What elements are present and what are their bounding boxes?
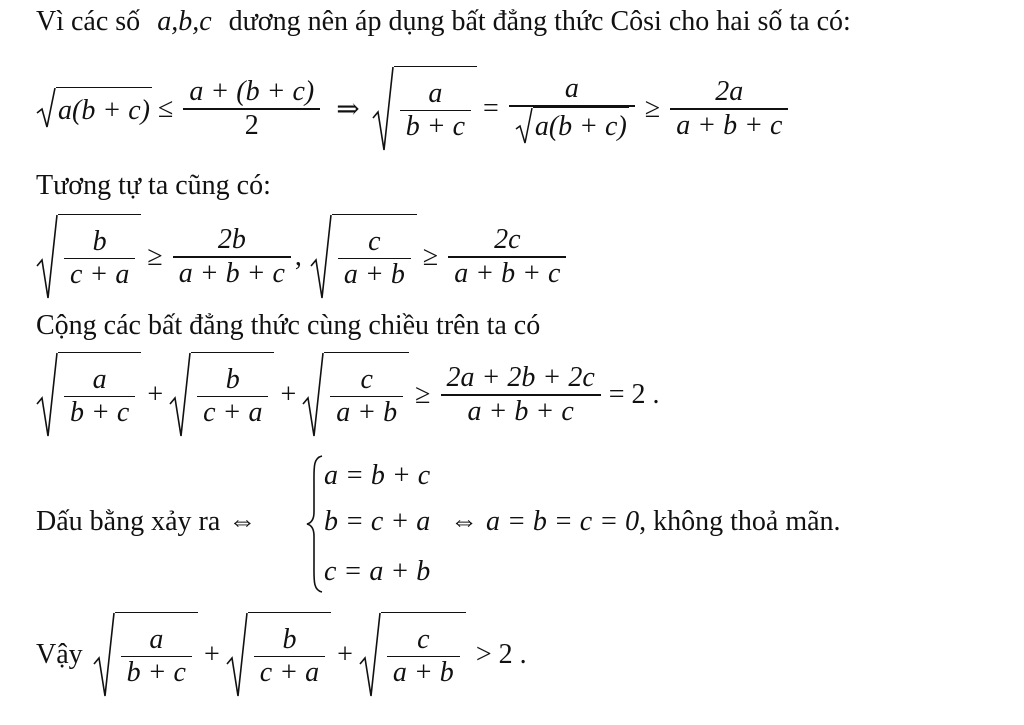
sqrt-8 — [93, 612, 198, 698]
frac-15 — [387, 624, 460, 690]
frac-8 — [448, 224, 566, 290]
sys-eq-1: a = b + c — [324, 460, 431, 491]
den-13: b + c — [126, 657, 186, 689]
sqrt-7 — [302, 352, 409, 438]
line-7 — [36, 506, 264, 538]
frac-4 — [670, 76, 788, 142]
frac-13 — [121, 624, 192, 690]
sqrt-6 — [169, 352, 274, 438]
text-5: Cộng các bất đẳng thức cùng chiều trên ta có — [36, 310, 541, 341]
formula-2 — [36, 214, 570, 300]
frac-2 — [400, 78, 471, 144]
line-3 — [36, 170, 271, 202]
den-15: a + b — [392, 657, 454, 689]
formula-4 — [36, 612, 527, 698]
den-12: a + b + c — [467, 395, 574, 427]
plus-sign: + — [280, 379, 297, 410]
num-10: b — [225, 363, 240, 395]
line-7-tail — [450, 506, 841, 538]
expr-a-bc-2: a(b + c) — [534, 111, 627, 143]
num-4: 2a — [715, 76, 744, 108]
num-2: a — [428, 77, 443, 109]
frac-6 — [173, 224, 291, 290]
text-7-tail: , không thoả mãn. — [639, 506, 841, 537]
ge-sign: ≥ — [415, 379, 431, 410]
den-2: b + c — [405, 111, 466, 143]
le-sign: ≤ — [157, 93, 174, 124]
gt-two: > 2 . — [475, 639, 527, 670]
num-5: b — [92, 225, 107, 257]
frac-10 — [197, 364, 268, 430]
formula-3 — [36, 352, 660, 438]
num-15: c — [417, 623, 430, 655]
num-1: a + (b + c) — [189, 76, 315, 108]
den-7: a + b — [343, 259, 405, 291]
frac-12 — [441, 362, 601, 428]
comma: , — [294, 241, 302, 272]
eq-two: = 2 . — [608, 379, 660, 410]
frac-9 — [64, 364, 135, 430]
frac-3 — [509, 73, 635, 145]
frac-14 — [254, 624, 325, 690]
den-1: 2 — [244, 109, 259, 141]
den-3 — [509, 107, 635, 145]
ge-sign: ≥ — [644, 93, 661, 124]
den-8: a + b + c — [454, 257, 561, 289]
sqrt-2 — [372, 66, 477, 152]
num-7: c — [368, 225, 381, 257]
vars-abc: a,b,c — [157, 6, 212, 37]
ge-sign: ≥ — [147, 241, 163, 272]
sqrt-1 — [36, 87, 152, 131]
den-9: b + c — [70, 397, 130, 429]
num-8: 2c — [494, 224, 521, 256]
plus-sign: + — [147, 379, 164, 410]
formula-1 — [36, 66, 792, 152]
line-5 — [36, 310, 540, 342]
plus-sign: + — [337, 639, 353, 670]
num-12: 2a + 2b + 2c — [446, 362, 595, 394]
text-1-rest: dương nên áp dụng bất đẳng thức Côsi cho hai số ta có: — [228, 6, 851, 37]
den-5: c + a — [70, 259, 130, 291]
implies-sign: ⇒ — [336, 94, 360, 125]
frac-1 — [183, 76, 320, 142]
ge-sign: ≥ — [422, 241, 439, 272]
expr-a-bc: a(b + c) — [58, 94, 150, 126]
sqrt-9 — [226, 612, 331, 698]
den-11: a + b — [336, 397, 398, 429]
zero-eq: a = b = c = 0 — [486, 506, 640, 537]
den-10: c + a — [203, 397, 263, 429]
sqrt-10 — [359, 612, 466, 698]
sqrt-4 — [310, 214, 417, 300]
num-6: 2b — [217, 224, 246, 256]
sqrt-5 — [36, 352, 141, 438]
plus-sign: + — [203, 639, 220, 670]
text-7: Dấu bằng xảy ra — [36, 506, 221, 537]
num-9: a — [92, 363, 107, 395]
frac-5 — [64, 226, 135, 292]
den-14: c + a — [259, 657, 320, 689]
eq-sign: = — [483, 93, 499, 124]
line-1 — [36, 6, 851, 38]
num-11: c — [360, 363, 373, 395]
den-6: a + b + c — [178, 257, 285, 289]
frac-7 — [338, 226, 411, 292]
den-4: a + b + c — [676, 109, 783, 141]
iff-sign: ⇔ — [228, 506, 257, 537]
frac-11 — [330, 364, 403, 430]
sys-eq-2: b = c + a — [324, 506, 431, 537]
iff-sign-2: ⇔ — [450, 506, 478, 537]
sqrt-3 — [36, 214, 141, 300]
text-3: Tương tự ta cũng có: — [36, 170, 271, 201]
text-1: Vì các số — [36, 6, 141, 37]
num-14: b — [282, 623, 297, 655]
text-8: Vậy — [36, 639, 83, 670]
num-3: a — [564, 73, 579, 105]
left-brace — [305, 454, 325, 594]
num-13: a — [149, 623, 164, 655]
sys-eq-3: c = a + b — [324, 556, 431, 587]
